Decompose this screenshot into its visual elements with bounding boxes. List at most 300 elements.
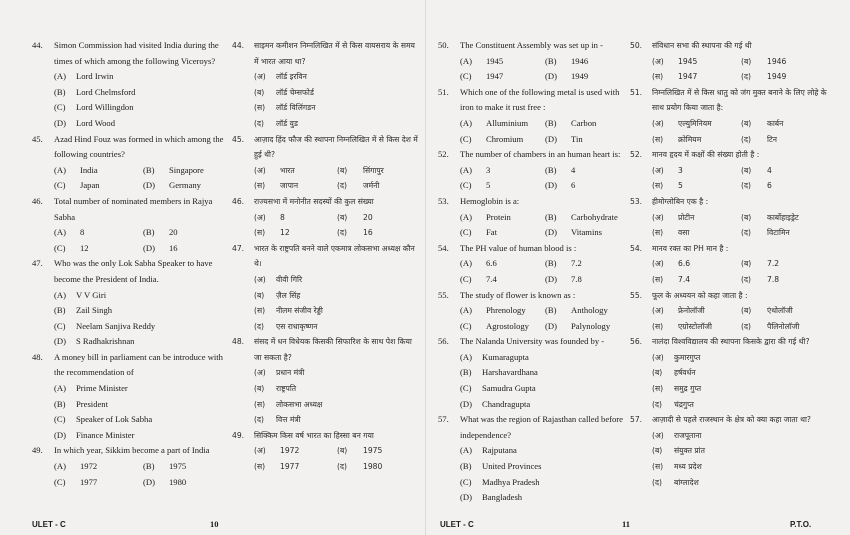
question-number: 51. xyxy=(438,86,449,97)
option xyxy=(337,163,420,179)
option-text: 3 xyxy=(678,165,683,175)
option-letter: (D) xyxy=(545,180,557,191)
option xyxy=(652,225,741,241)
question-row xyxy=(232,194,420,210)
option xyxy=(741,303,830,319)
question-block xyxy=(630,334,830,412)
question-block xyxy=(232,334,420,428)
option-row xyxy=(438,350,630,366)
option xyxy=(460,178,545,194)
option-letter: (स) xyxy=(652,134,664,144)
option-letter: (ब) xyxy=(741,259,752,269)
option-text: Lord Chelmsford xyxy=(76,86,136,97)
option-letter: (B) xyxy=(545,117,557,128)
option-letter: (B) xyxy=(54,86,66,97)
question-number: 44. xyxy=(32,40,43,50)
option-text: लोकसभा अध्यक्ष xyxy=(276,399,323,409)
option-row xyxy=(630,459,830,475)
option-letter: (A) xyxy=(460,117,472,128)
option xyxy=(460,132,545,148)
option-row xyxy=(630,365,830,381)
option-letter: (ब) xyxy=(337,446,348,456)
option-text: 1980 xyxy=(169,476,187,487)
question-text: राज्यसभा में मनोनीत सदस्यों की कुल संख्या xyxy=(254,196,374,206)
option xyxy=(337,443,420,459)
option-text: Vitamins xyxy=(571,227,602,238)
option-letter: (D) xyxy=(460,398,472,409)
option-pair-row xyxy=(438,116,630,132)
option-pair-row xyxy=(232,210,420,226)
option-pair-row xyxy=(232,178,420,194)
option xyxy=(143,241,232,257)
question-block xyxy=(438,38,630,85)
option-row xyxy=(232,288,420,304)
question-block xyxy=(438,334,630,412)
option-letter: (C) xyxy=(460,476,472,487)
option-letter: (ब) xyxy=(652,368,663,378)
option-letter: (द) xyxy=(254,415,264,425)
option xyxy=(545,256,630,272)
option-letter: (द) xyxy=(741,274,751,284)
option-pair-row xyxy=(630,132,830,148)
question-block xyxy=(232,38,420,132)
option-letter: (D) xyxy=(545,273,557,284)
option-text: 6 xyxy=(767,181,772,191)
option-row xyxy=(438,490,630,506)
option-text: बांग्लादेश xyxy=(674,477,699,487)
option-pair-row xyxy=(438,225,630,241)
question-text: मानव रक्त का PH मान है : xyxy=(652,243,729,253)
question-block xyxy=(32,350,232,444)
option-row xyxy=(232,85,420,101)
option-text: Phrenology xyxy=(486,305,526,316)
option-letter: (द) xyxy=(741,72,751,82)
option-letter: (स) xyxy=(254,181,266,191)
option-letter: (B) xyxy=(545,258,557,269)
option-text: India xyxy=(80,164,98,175)
question-block xyxy=(232,428,420,475)
option-pair-row xyxy=(232,443,420,459)
question-block xyxy=(232,241,420,335)
option-text: 16 xyxy=(363,228,373,238)
page-gutter xyxy=(425,0,426,535)
option-letter: (C) xyxy=(54,320,66,331)
option xyxy=(54,241,143,257)
option-text: Singapore xyxy=(169,164,204,175)
option-row xyxy=(438,381,630,397)
question-block xyxy=(32,38,232,132)
option-letter: (ब) xyxy=(254,87,265,97)
option-text: Prime Minister xyxy=(76,383,128,394)
question-number: 55. xyxy=(438,289,449,300)
left-page-hindi-column xyxy=(232,38,420,475)
option-letter: (C) xyxy=(460,383,472,394)
option-row xyxy=(232,116,420,132)
option xyxy=(741,272,830,288)
option-row xyxy=(32,85,232,101)
option-pair-row xyxy=(438,178,630,194)
option-letter: (D) xyxy=(545,227,557,238)
option-letter: (A) xyxy=(460,258,472,269)
question-text: In which year, Sikkim become a part of India xyxy=(54,445,210,456)
option-letter: (ब) xyxy=(741,306,752,316)
option-letter: (C) xyxy=(54,414,66,425)
question-number: 54. xyxy=(438,242,449,253)
option-text: 1977 xyxy=(80,476,98,487)
option-letter: (स) xyxy=(652,228,664,238)
option-letter: (अ) xyxy=(254,274,266,284)
option xyxy=(652,54,741,70)
right-page-number: 11 xyxy=(622,519,631,529)
option-row xyxy=(32,334,232,350)
option-text: 8 xyxy=(280,212,285,222)
option-pair-row xyxy=(630,210,830,226)
option-text: हर्षवर्धन xyxy=(674,368,696,378)
question-text: निम्नलिखित में से किस धातु को जंग मुक्त बनाने के लिए लोहे के साथ प्रयोग किया जाता है: xyxy=(652,87,827,113)
question-text: Azad Hind Fouz was formed in which among the following countries? xyxy=(54,133,224,160)
option xyxy=(652,272,741,288)
question-text: आज़ाद हिंद फौज की स्थापना निम्नलिखित में से किस देश में हुई थी? xyxy=(254,134,418,160)
option-letter: (D) xyxy=(54,117,66,128)
option xyxy=(545,69,630,85)
option-letter: (स) xyxy=(652,384,664,394)
option-pair-row xyxy=(630,54,830,70)
option-row xyxy=(438,365,630,381)
option-letter: (अ) xyxy=(652,306,664,316)
option xyxy=(652,210,741,226)
question-number: 51. xyxy=(630,87,643,97)
option-letter: (द) xyxy=(254,321,264,331)
option-letter: (D) xyxy=(545,71,557,82)
option-pair-row xyxy=(32,178,232,194)
question-block xyxy=(438,147,630,194)
option-pair-row xyxy=(232,225,420,241)
option-letter: (A) xyxy=(460,351,472,362)
option-row xyxy=(630,350,830,366)
option-text: 4 xyxy=(767,165,772,175)
question-number: 47. xyxy=(32,258,43,269)
option-letter: (अ) xyxy=(254,368,266,378)
option-row xyxy=(232,272,420,288)
option-letter: (B) xyxy=(460,367,472,378)
question-row xyxy=(438,288,630,304)
option-text: Bangladesh xyxy=(482,492,523,503)
option xyxy=(337,225,420,241)
option-letter: (C) xyxy=(460,227,472,238)
option-text: President xyxy=(76,398,108,409)
option xyxy=(545,116,630,132)
question-number: 44. xyxy=(232,41,245,50)
question-text: भारत के राष्ट्रपति बनने वाले एकमात्र लोकसभा अध्यक्ष कौन थे। xyxy=(254,243,415,269)
option-row xyxy=(32,116,232,132)
option-text: राजपूताना xyxy=(674,430,702,440)
option-row xyxy=(232,365,420,381)
option xyxy=(741,132,830,148)
question-number: 46. xyxy=(32,195,43,206)
option xyxy=(54,225,143,241)
option-letter: (D) xyxy=(545,133,557,144)
question-text: Hemoglobin is a: xyxy=(460,195,520,206)
option-row xyxy=(32,412,232,428)
option-text: Lord Wood xyxy=(76,117,116,128)
right-page-hindi-column xyxy=(630,38,830,490)
option xyxy=(254,225,337,241)
question-row xyxy=(232,428,420,444)
option-letter: (D) xyxy=(143,242,155,253)
option xyxy=(545,132,630,148)
question-block xyxy=(438,194,630,241)
option xyxy=(460,256,545,272)
left-page-english-column xyxy=(32,38,232,490)
option-letter: (ब) xyxy=(254,384,265,394)
option-text: United Provinces xyxy=(482,461,542,472)
option-text: Palynology xyxy=(571,320,611,331)
option-letter: (स) xyxy=(652,181,664,191)
option-text: 6 xyxy=(571,180,576,191)
option-text: वसा xyxy=(678,228,690,238)
question-number: 50. xyxy=(438,40,449,50)
option-text: क्रोमियम xyxy=(678,134,702,144)
option xyxy=(741,256,830,272)
option-text: पैलिनोलॉजी xyxy=(767,321,800,331)
option-text: 7.2 xyxy=(571,258,582,269)
option-letter: (स) xyxy=(254,306,266,316)
option-text: Speaker of Lok Sabha xyxy=(76,414,153,425)
option-letter: (स) xyxy=(652,72,664,82)
question-row xyxy=(438,194,630,210)
question-row xyxy=(438,334,630,350)
question-text: आज़ादी से पहले राजस्थान के क्षेत्र को क्या कहा जाता था? xyxy=(652,415,811,425)
option-pair-row xyxy=(438,163,630,179)
option xyxy=(337,178,420,194)
option-text: Harshavardhana xyxy=(482,367,538,378)
option-text: 16 xyxy=(169,242,178,253)
option-letter: (स) xyxy=(254,399,266,409)
option-pair-row xyxy=(438,54,630,70)
option-text: चंद्रगुप्त xyxy=(674,399,694,409)
question-text: What was the region of Rajasthan called before independence? xyxy=(460,414,623,440)
option-row xyxy=(630,443,830,459)
option-pair-row xyxy=(32,225,232,241)
option xyxy=(741,116,830,132)
option-text: 1949 xyxy=(571,71,589,82)
option-letter: (ब) xyxy=(741,56,752,66)
question-row xyxy=(630,334,830,350)
option-text: कार्बोहाइड्रेट xyxy=(767,212,799,222)
option xyxy=(460,319,545,335)
option-letter: (D) xyxy=(54,429,66,440)
option xyxy=(545,319,630,335)
option-letter: (अ) xyxy=(652,212,664,222)
option-letter: (B) xyxy=(54,305,66,316)
option-text: 7.4 xyxy=(486,273,497,284)
option-letter: (B) xyxy=(54,398,66,409)
option-letter: (अ) xyxy=(652,259,664,269)
option-pair-row xyxy=(438,256,630,272)
option-letter: (स) xyxy=(652,321,664,331)
option-text: Finance Minister xyxy=(76,429,135,440)
option-letter: (A) xyxy=(54,289,66,300)
option xyxy=(254,163,337,179)
option-pair-row xyxy=(630,116,830,132)
option-row xyxy=(32,428,232,444)
question-block xyxy=(438,241,630,288)
question-row xyxy=(232,132,420,163)
option-letter: (D) xyxy=(54,336,66,347)
option-text: एस राधाकृष्णन xyxy=(276,321,318,331)
option-text: Zail Singh xyxy=(76,305,113,316)
option-letter: (ब) xyxy=(254,290,265,300)
option-text: Rajputana xyxy=(482,445,517,456)
option-pair-row xyxy=(438,69,630,85)
option-text: लॉर्ड इरविन xyxy=(276,72,307,82)
option xyxy=(652,256,741,272)
question-number: 48. xyxy=(32,351,43,362)
question-number: 47. xyxy=(232,243,245,253)
option-row xyxy=(438,459,630,475)
option-letter: (C) xyxy=(460,320,472,331)
option-text: 6.6 xyxy=(678,259,691,269)
option xyxy=(143,225,232,241)
option-letter: (A) xyxy=(460,55,472,66)
question-text: मानव हृदय में कक्षों की संख्या होती है : xyxy=(652,150,760,160)
option-text: Protein xyxy=(486,211,511,222)
option-text: 12 xyxy=(80,242,89,253)
option-text: वीवी गिरि xyxy=(276,274,303,284)
option-text: Lord Willingdon xyxy=(76,102,134,113)
option-letter: (अ) xyxy=(254,72,266,82)
option xyxy=(460,69,545,85)
option-pair-row xyxy=(438,210,630,226)
option-text: विटामिन xyxy=(767,228,790,238)
question-number: 57. xyxy=(438,414,449,425)
question-row xyxy=(32,256,232,287)
question-row xyxy=(630,147,830,163)
question-number: 45. xyxy=(32,133,43,144)
question-block xyxy=(32,443,232,490)
option xyxy=(460,210,545,226)
option-text: Chromium xyxy=(486,133,524,144)
option xyxy=(652,303,741,319)
option-pair-row xyxy=(630,256,830,272)
question-block xyxy=(232,132,420,194)
option-text: टिन xyxy=(767,134,778,144)
option-text: 6.6 xyxy=(486,258,497,269)
question-text: The number of chambers in an human heart is: xyxy=(460,149,621,160)
option xyxy=(741,163,830,179)
option-text: Germany xyxy=(169,180,201,191)
question-text: हीमोग्लोबिन एक है : xyxy=(652,196,709,206)
question-text: The study of flower is known as : xyxy=(460,289,576,300)
question-number: 52. xyxy=(630,150,643,160)
left-page-number: 10 xyxy=(210,519,219,529)
question-block xyxy=(32,194,232,256)
option-row xyxy=(32,303,232,319)
question-block xyxy=(630,194,830,241)
option-letter: (A) xyxy=(54,164,66,175)
option xyxy=(545,272,630,288)
option-letter: (D) xyxy=(545,320,557,331)
option-letter: (ब) xyxy=(337,165,348,175)
option-letter: (C) xyxy=(54,180,66,191)
option-letter: (C) xyxy=(460,133,472,144)
question-text: संसद में धन विधेयक किसकी सिफारिश के साथ पेश किया जा सकता है? xyxy=(254,337,412,362)
option xyxy=(652,319,741,335)
option xyxy=(652,69,741,85)
option-text: 7.8 xyxy=(571,273,582,284)
option-pair-row xyxy=(438,319,630,335)
option-letter: (अ) xyxy=(254,212,266,222)
option-text: S Radhakrishnan xyxy=(76,336,135,347)
option-letter: (ब) xyxy=(337,212,348,222)
question-row xyxy=(630,241,830,257)
option-letter: (C) xyxy=(460,273,472,284)
option-letter: (द) xyxy=(652,399,662,409)
option xyxy=(143,163,232,179)
option xyxy=(545,178,630,194)
option-letter: (A) xyxy=(460,211,472,222)
option-row xyxy=(438,397,630,413)
option-letter: (अ) xyxy=(652,56,664,66)
option-text: वित्त मंत्री xyxy=(276,415,301,425)
option-row xyxy=(232,319,420,335)
option-text: Lord Irwin xyxy=(76,71,114,82)
option-letter: (स) xyxy=(254,228,266,238)
option-text: लॉर्ड विलिंगडन xyxy=(276,103,316,113)
option-pair-row xyxy=(32,163,232,179)
option-text: Madhya Pradesh xyxy=(482,476,540,487)
question-text: A money bill in parliament can be introduce with the recommendation of xyxy=(54,351,223,378)
option-row xyxy=(232,69,420,85)
question-number: 57. xyxy=(630,415,643,425)
question-text: सिक्किम किस वर्ष भारत का हिस्सा बन गया xyxy=(254,430,374,440)
option-text: राष्ट्रपति xyxy=(276,384,297,394)
option-pair-row xyxy=(32,475,232,491)
option-text: 1949 xyxy=(767,72,787,82)
option-row xyxy=(630,428,830,444)
question-row xyxy=(438,147,630,163)
question-row xyxy=(630,412,830,428)
option xyxy=(254,210,337,226)
option-letter: (द) xyxy=(741,134,751,144)
option-letter: (D) xyxy=(143,476,155,487)
option-text: Fat xyxy=(486,227,497,238)
option xyxy=(143,459,232,475)
question-block xyxy=(630,241,830,288)
option-text: नीलम संजीव रेड्डी xyxy=(276,306,323,316)
option-row xyxy=(630,397,830,413)
option-pair-row xyxy=(32,241,232,257)
option-text: ज़ैल सिंह xyxy=(276,290,301,300)
question-row xyxy=(630,288,830,304)
option-text: 12 xyxy=(280,228,290,238)
option-text: 3 xyxy=(486,164,491,175)
option-pair-row xyxy=(630,225,830,241)
question-text: The PH value of human blood is : xyxy=(460,242,577,253)
option xyxy=(460,303,545,319)
option xyxy=(460,163,545,179)
option-letter: (अ) xyxy=(652,430,664,440)
option-row xyxy=(630,381,830,397)
option-letter: (B) xyxy=(143,461,155,472)
right-page-english-column xyxy=(438,38,630,506)
option xyxy=(54,163,143,179)
option xyxy=(254,459,337,475)
option-row xyxy=(232,303,420,319)
option-letter: (A) xyxy=(460,164,472,175)
option-text: 5 xyxy=(486,180,491,191)
option-row xyxy=(232,397,420,413)
